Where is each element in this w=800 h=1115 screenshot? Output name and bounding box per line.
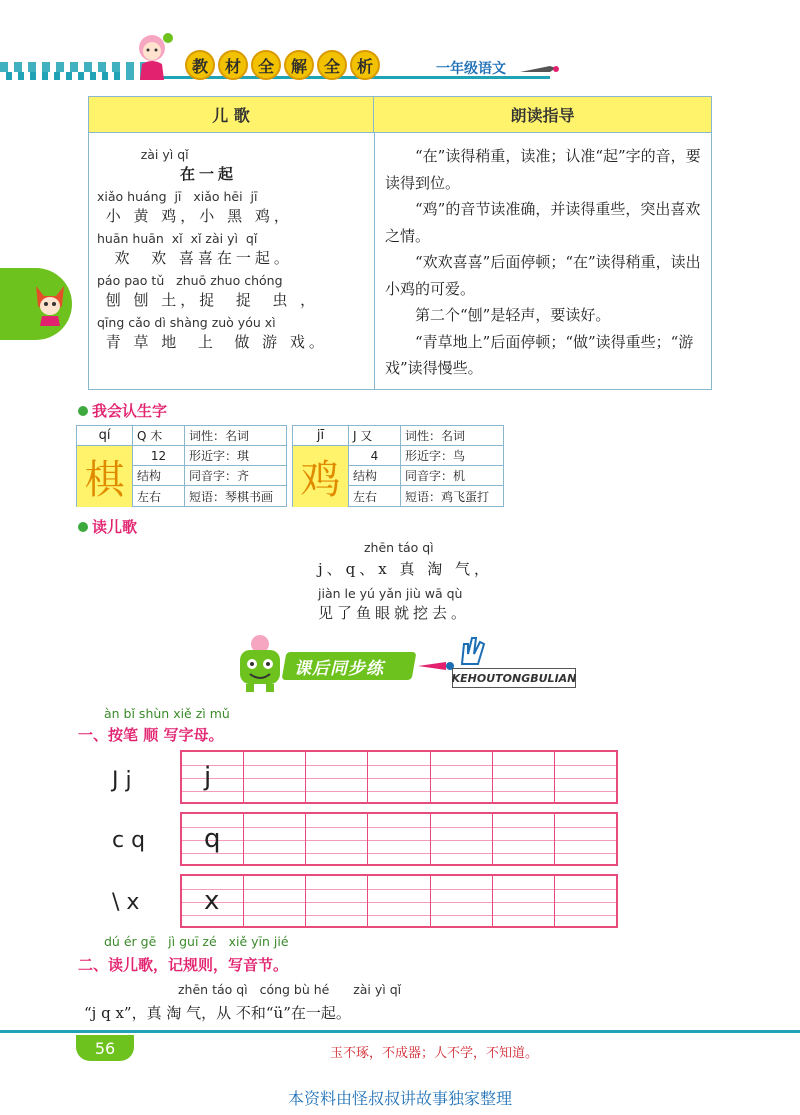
title-char: 解 [284,50,314,80]
poem-line: 刨 刨 土，捉 捉 虫 ， [97,291,320,309]
rhyme-pinyin: jiàn le yú yǎn jiù wā qù [318,586,463,601]
grade-label: 一年级语文 [436,61,506,77]
exercise1-title: 一、按笔 顺 写字母。 [78,726,224,744]
rhyme-line: 见了鱼眼就挖去。 [318,604,471,622]
char-card-qi [76,425,287,507]
table-header-guide: 朗读指导 [374,97,711,133]
char-structure-label: 结构 [349,466,401,486]
book-title [185,50,380,80]
guide-paragraph: 第二个“刨”是轻声，要读好。 [415,306,611,324]
exercise2-pinyin: dú ér gē jì guī zé xiě yīn jié [104,934,289,949]
poem-pinyin: zài yì qǐ [97,147,189,162]
guide-paragraph: “在”读得稍重，读准；认准“起”字的音，要读得到位。 [385,147,701,192]
writing-cell[interactable] [493,876,555,926]
exercise1-pinyin: àn bǐ shùn xiě zì mǔ [104,706,230,721]
title-char: 材 [218,50,248,80]
char-radical: Q 木 [133,426,185,446]
page-header [0,0,800,92]
table-divider [374,133,375,389]
letter-row-label: \ x [112,890,140,915]
poem-line: 青 草 地 上 做 游 戏。 [97,333,328,351]
char-pos: 词性：名词 [401,426,503,446]
exercise2-title: 二、读儿歌，记规则，写音节。 [78,956,289,974]
poem-line: 欢 欢 喜喜在一起。 [97,249,293,267]
char-card-ji [292,425,504,507]
letter-row-label: J j [112,768,132,793]
poem-pinyin: huān huān xǐ xǐ zài yì qǐ [97,231,258,246]
poem-pinyin: qīng cǎo dì shàng zuò yóu xì [97,315,276,330]
poem-pinyin: xiǎo huáng jī xiǎo hēi jī [97,189,258,204]
char-structure-label: 结构 [133,466,185,486]
writing-cell[interactable] [306,876,368,926]
writing-grid-row [180,874,618,928]
writing-cell[interactable] [368,814,430,864]
footer-rule [0,1030,800,1033]
writing-cell[interactable] [306,814,368,864]
fox-mascot-icon [32,282,68,326]
writing-grid-row [180,812,618,866]
writing-cell[interactable] [182,876,244,926]
sample-letter: x [204,886,220,916]
writing-cell[interactable] [368,752,430,802]
writing-cell[interactable] [368,876,430,926]
title-char: 教 [185,50,215,80]
char-homophone: 同音字：齐 [185,466,286,486]
section-title: 读儿歌 [92,518,138,536]
char-glyph: 棋 [77,446,133,507]
section-title: 我会认生字 [92,402,168,420]
writing-cell[interactable] [431,814,493,864]
char-structure: 左右 [133,486,185,507]
writing-cell[interactable] [182,814,244,864]
writing-cell[interactable] [244,876,306,926]
guide-paragraph: “欢欢喜喜”后面停顿；“在”读得稍重，读出小鸡的可爱。 [385,253,701,298]
char-strokes: 4 [349,446,401,466]
writing-cell[interactable] [244,814,306,864]
letter-row-label: c q [112,828,146,853]
title-char: 析 [350,50,380,80]
char-radical: J 又 [349,426,401,446]
arrow-icon [416,656,456,676]
header-checker-decoration-2 [0,72,120,80]
footer-quote: 玉不琢，不成器；人不学，不知道。 [330,1046,539,1061]
bullet-dot-icon [78,522,88,532]
sample-letter: j [204,762,212,792]
writing-cell[interactable] [244,752,306,802]
sample-letter: q [204,824,221,854]
writing-cell[interactable] [306,752,368,802]
pen-icon [520,64,560,74]
table-header-poem: 儿 歌 [89,97,374,133]
girl-mascot-icon [128,30,176,82]
char-similar: 形近字：琪 [185,446,286,466]
writing-cell[interactable] [431,876,493,926]
char-pinyin: qí [77,426,133,446]
char-structure: 左右 [349,486,401,507]
char-similar: 形近字：鸟 [401,446,503,466]
rhyme-block [280,540,520,624]
char-glyph: 鸡 [293,446,349,507]
writing-cell[interactable] [555,752,616,802]
writing-cell[interactable] [555,814,616,864]
rhyme-line: j、q、x 真 淘 气， [318,560,494,578]
char-pos: 词性：名词 [185,426,286,446]
bullet-dot-icon [78,406,88,416]
char-homophone: 同音字：机 [401,466,503,486]
char-strokes: 12 [133,446,185,466]
exercise2-line-pinyin: zhēn táo qì cóng bù hé zài yì qǐ [178,982,402,997]
monster-mascot-icon [232,632,288,694]
poem-guide-table [88,96,712,390]
writing-cell[interactable] [182,752,244,802]
writing-cell[interactable] [493,752,555,802]
char-pinyin: jī [293,426,349,446]
writing-cell[interactable] [555,876,616,926]
poem-text [89,147,374,353]
writing-cell[interactable] [431,752,493,802]
poem-title: 在一起 [97,165,237,183]
rhyme-pinyin: zhēn táo qì [364,540,434,555]
practice-banner [232,632,578,694]
writing-grid-row [180,750,618,804]
guide-paragraph: “青草地上”后面停顿；“做”读得重些；“游戏”读得慢些。 [385,332,694,377]
exercise2-line: “j q x”，真 淘 气，从 不和“ü”在一起。 [84,1004,351,1022]
section-heading-chars [78,400,167,421]
char-phrase: 短语：琴棋书画 [189,490,274,504]
page-number: 56 [76,1035,134,1061]
poem-line: 小 黄 鸡，小 黑 鸡， [97,207,293,225]
writing-cell[interactable] [493,814,555,864]
poem-pinyin: páo pao tǔ zhuō zhuo chóng [97,273,283,288]
reading-guide [385,143,707,382]
banner-title: 课后同步练 [294,659,384,679]
title-char: 全 [317,50,347,80]
source-note: 本资料由怪叔叔讲故事独家整理 [287,1089,512,1108]
title-char: 全 [251,50,281,80]
section-heading-song [78,516,137,537]
guide-paragraph: “鸡”的音节读准确，并读得重些，突出喜欢之情。 [385,200,701,245]
char-phrase: 短语：鸡飞蛋打 [405,490,490,504]
hand-icon [452,634,492,668]
banner-pinyin: KEHOUTONGBULIAN [452,668,576,688]
